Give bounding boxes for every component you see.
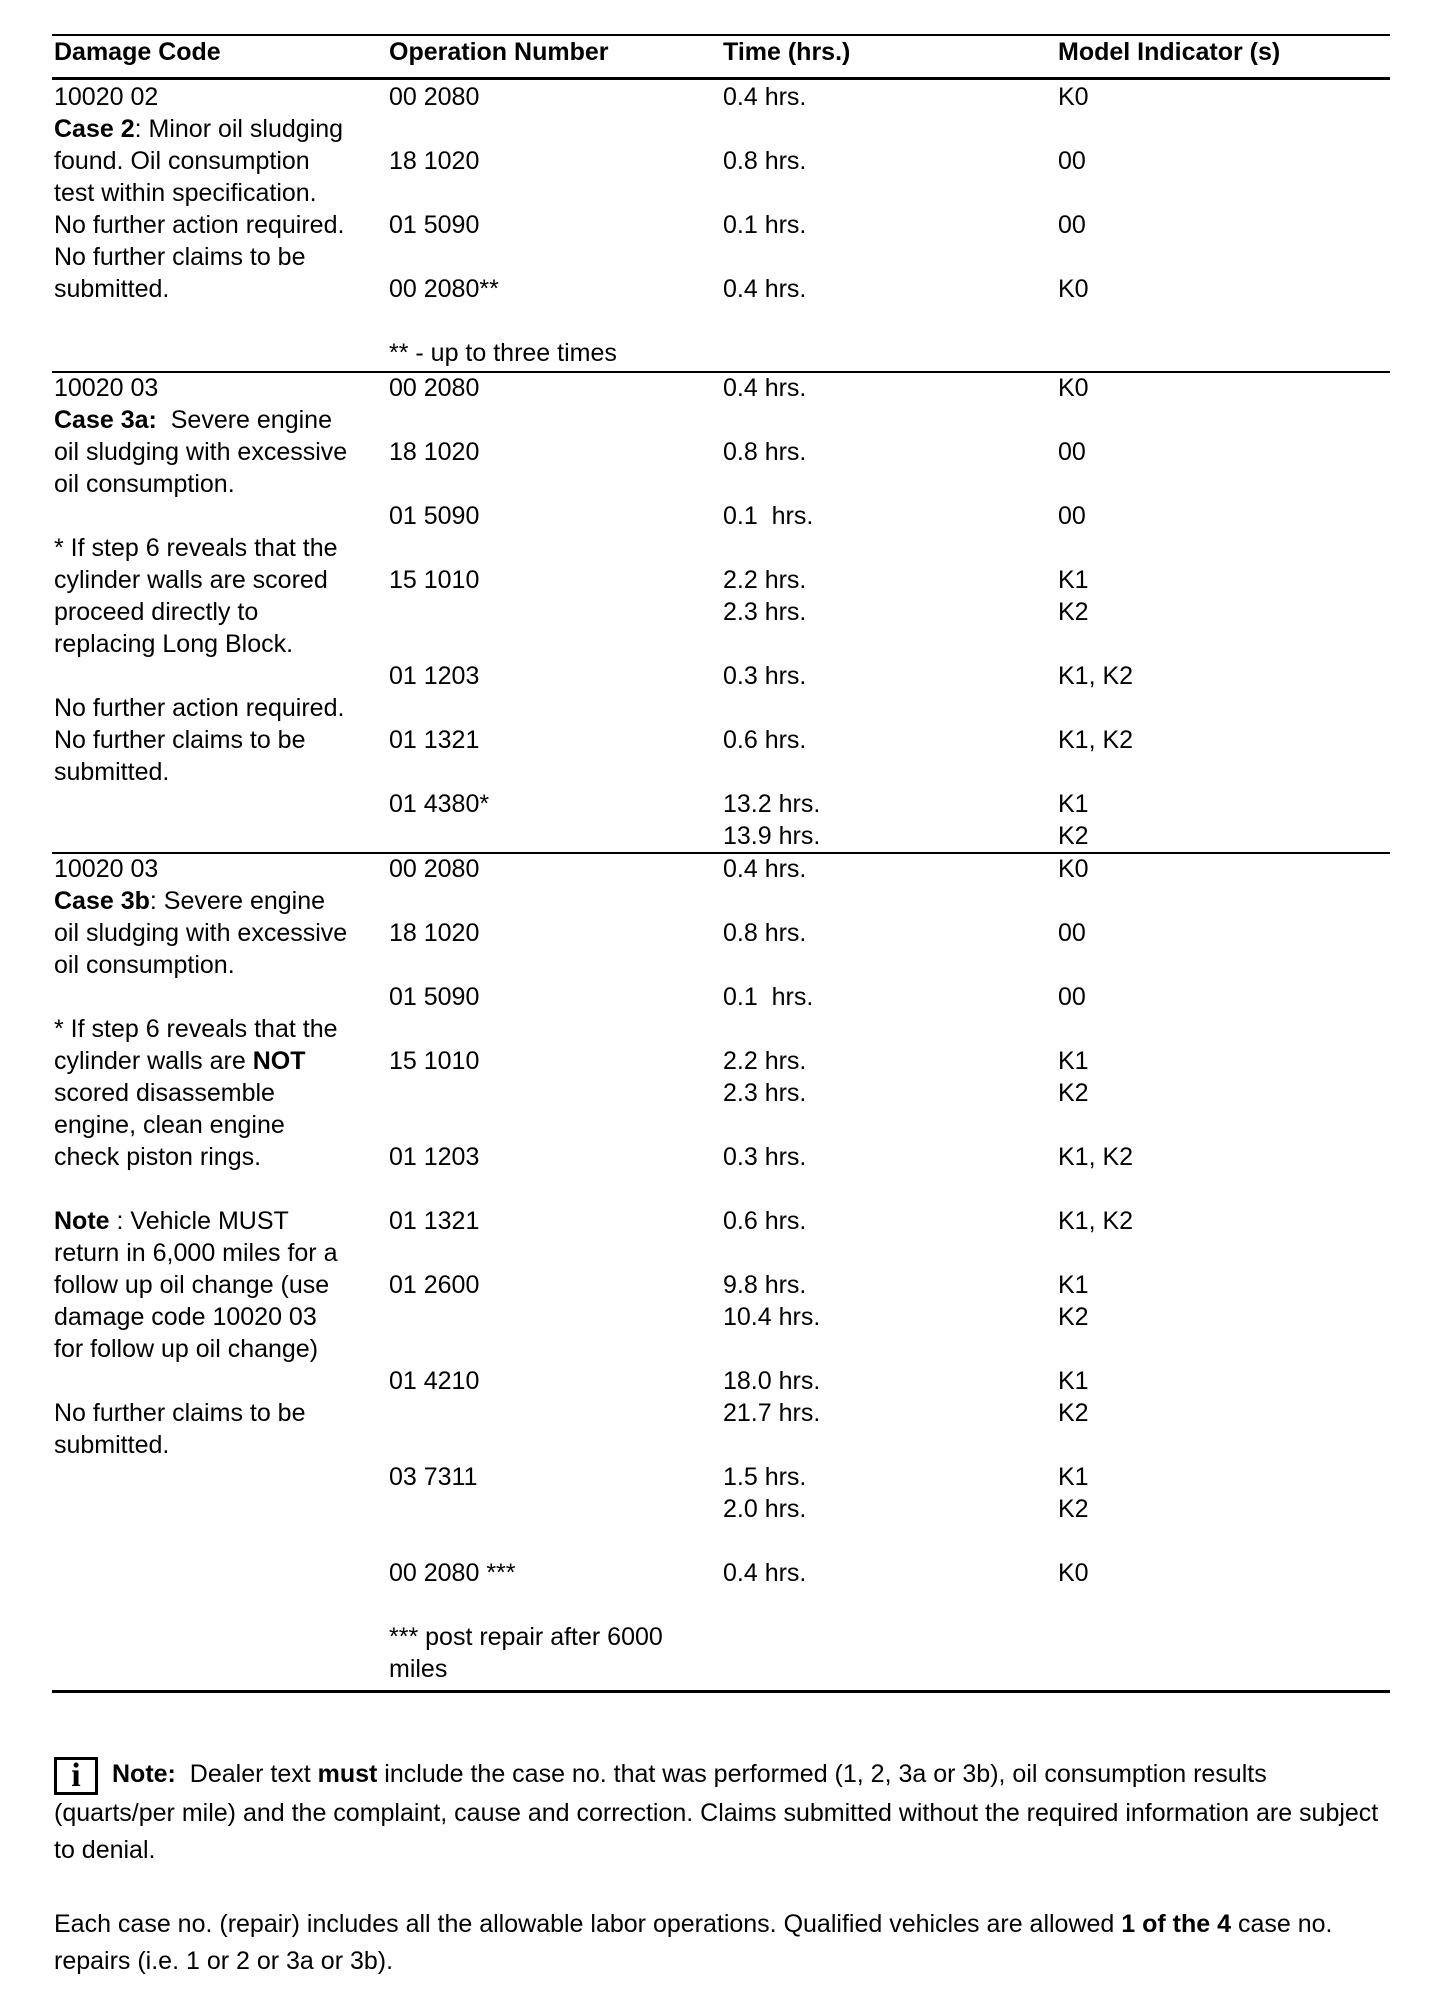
model-indicator: K0 (1058, 374, 1089, 402)
case-3b-desc-line: Note : Vehicle MUST (54, 1207, 289, 1235)
case-3b-footnote: miles (389, 1655, 448, 1683)
case-3b-desc-line: * If step 6 reveals that the (54, 1015, 338, 1043)
model-indicator: K0 (1058, 855, 1089, 883)
operation-number: 01 5090 (389, 502, 480, 530)
case-3a-desc-line: No further claims to be (54, 726, 306, 754)
labor-time: 1.5 hrs. (723, 1463, 807, 1491)
operation-number: 00 2080** (389, 275, 499, 303)
case-label: Case 2 (54, 115, 135, 143)
model-indicator: K1 (1058, 1047, 1089, 1075)
case-3a-desc-line: submitted. (54, 758, 170, 786)
case-2-footnote: ** - up to three times (389, 339, 617, 367)
header-operation-number: Operation Number (389, 38, 609, 66)
model-indicator: K2 (1058, 1495, 1089, 1523)
table-bottom-rule (52, 1690, 1390, 1693)
case-2-desc-line: No further action required. (54, 211, 345, 239)
model-indicator: K2 (1058, 1399, 1089, 1427)
case-3b-desc-line: scored disassemble (54, 1079, 275, 1107)
section-divider (52, 852, 1390, 854)
model-indicator: K2 (1058, 598, 1089, 626)
header-damage-code: Damage Code (54, 38, 221, 66)
case-3b-footnote: *** post repair after 6000 (389, 1623, 663, 1651)
labor-time: 0.1 hrs. (723, 211, 807, 239)
operation-number: 01 1203 (389, 662, 480, 690)
labor-time: 0.4 hrs. (723, 1559, 807, 1587)
case-2-damage-code: 10020 02 (54, 83, 159, 111)
case-3a-damage-code: 10020 03 (54, 374, 159, 402)
model-indicator: 00 (1058, 983, 1086, 1011)
labor-time: 0.4 hrs. (723, 855, 807, 883)
case-3b-desc-line: engine, clean engine (54, 1111, 285, 1139)
labor-time: 0.1 hrs. (723, 502, 814, 530)
labor-time: 2.2 hrs. (723, 1047, 807, 1075)
operation-number: 15 1010 (389, 566, 480, 594)
case-3b-desc-line: cylinder walls are NOT (54, 1047, 306, 1075)
case-label: Case 3a: (54, 406, 157, 434)
operation-number: 00 2080 (389, 374, 480, 402)
model-indicator: 00 (1058, 919, 1086, 947)
case-3a-desc-line: replacing Long Block. (54, 630, 294, 658)
case-3a-desc-line: oil sludging with excessive (54, 438, 348, 466)
labor-time: 0.4 hrs. (723, 275, 807, 303)
header-model-indicator: Model Indicator (s) (1058, 38, 1281, 66)
operation-number: 01 1321 (389, 726, 480, 754)
model-indicator: K1 (1058, 1367, 1089, 1395)
model-indicator: K1, K2 (1058, 726, 1134, 754)
case-2-desc-line: test within specification. (54, 179, 317, 207)
case-3a-desc-line: oil consumption. (54, 470, 235, 498)
dealer-note (54, 1756, 1394, 1869)
operation-number: 01 2600 (389, 1271, 480, 1299)
operation-number: 01 4380* (389, 790, 490, 818)
labor-time: 0.6 hrs. (723, 726, 807, 754)
case-2-desc-line: found. Oil consumption (54, 147, 310, 175)
labor-time: 0.4 hrs. (723, 83, 807, 111)
operation-number: 15 1010 (389, 1047, 480, 1075)
labor-time: 13.9 hrs. (723, 822, 821, 850)
info-icon: i (54, 1757, 98, 1795)
operation-number: 01 4210 (389, 1367, 480, 1395)
model-indicator: K2 (1058, 822, 1089, 850)
note-label: Note (54, 1207, 110, 1235)
labor-time: 10.4 hrs. (723, 1303, 821, 1331)
operation-number: 01 5090 (389, 983, 480, 1011)
labor-time: 13.2 hrs. (723, 790, 821, 818)
case-3b-desc-line: oil consumption. (54, 951, 235, 979)
header-time: Time (hrs.) (723, 38, 851, 66)
case-3a-desc-line: No further action required. (54, 694, 345, 722)
operation-number: 18 1020 (389, 147, 480, 175)
operation-number: 00 2080 (389, 83, 480, 111)
case-2-desc-line: submitted. (54, 275, 170, 303)
model-indicator: K1 (1058, 1463, 1089, 1491)
operation-number: 01 1321 (389, 1207, 480, 1235)
case-3a-desc-line: Case 3a: Severe engine (54, 406, 332, 434)
labor-time: 21.7 hrs. (723, 1399, 821, 1427)
labor-time: 9.8 hrs. (723, 1271, 807, 1299)
labor-time: 18.0 hrs. (723, 1367, 821, 1395)
case-2-desc-line: No further claims to be (54, 243, 306, 271)
header-bottom-rule (52, 77, 1390, 80)
model-indicator: K1 (1058, 566, 1089, 594)
model-indicator: 00 (1058, 438, 1086, 466)
labor-time: 0.4 hrs. (723, 374, 807, 402)
case-3a-desc-line: * If step 6 reveals that the (54, 534, 338, 562)
labor-time: 2.0 hrs. (723, 1495, 807, 1523)
case-3b-desc-line: submitted. (54, 1431, 170, 1459)
note-heading: Note: (112, 1760, 176, 1788)
model-indicator: K1, K2 (1058, 1207, 1134, 1235)
operation-number: 01 5090 (389, 211, 480, 239)
model-indicator: 00 (1058, 502, 1086, 530)
labor-time: 2.3 hrs. (723, 1079, 807, 1107)
operation-number: 00 2080 *** (389, 1559, 516, 1587)
case-3b-desc-line: follow up oil change (use (54, 1271, 330, 1299)
case-3b-desc-line: for follow up oil change) (54, 1335, 319, 1363)
case-2-desc-line: Case 2: Minor oil sludging (54, 115, 344, 143)
case-3b-desc-line: check piston rings. (54, 1143, 262, 1171)
case-3b-desc-line: damage code 10020 03 (54, 1303, 317, 1331)
dealer-note-paragraph: i Note: Dealer text must include the case no. that was performed (1, 2, 3a or 3b), oil consumption results (quarts/per mile) and the complaint, cause and correction. Claims submitted without the required information are subject to denial. (54, 1757, 1379, 1864)
operation-number: 00 2080 (389, 855, 480, 883)
case-limit-note (54, 1906, 1394, 1980)
case-3a-desc-line: cylinder walls are scored (54, 566, 328, 594)
case-3b-desc-line: return in 6,000 miles for a (54, 1239, 338, 1267)
model-indicator: K0 (1058, 1559, 1089, 1587)
model-indicator: 00 (1058, 147, 1086, 175)
labor-time: 0.8 hrs. (723, 438, 807, 466)
labor-time: 0.3 hrs. (723, 662, 807, 690)
model-indicator: K1, K2 (1058, 662, 1134, 690)
labor-time: 0.3 hrs. (723, 1143, 807, 1171)
model-indicator: K0 (1058, 275, 1089, 303)
labor-time: 2.3 hrs. (723, 598, 807, 626)
model-indicator: K1, K2 (1058, 1143, 1134, 1171)
model-indicator: 00 (1058, 211, 1086, 239)
not-emphasis: NOT (252, 1047, 306, 1075)
labor-time: 0.1 hrs. (723, 983, 814, 1011)
case-limit-paragraph: Each case no. (repair) includes all the allowable labor operations. Qualified vehicles are allowed 1 of the 4 case no. repairs (i.e. 1 or 2 or 3a or 3b). (54, 1910, 1333, 1975)
model-indicator: K0 (1058, 83, 1089, 111)
section-divider (52, 371, 1390, 373)
case-3b-damage-code: 10020 03 (54, 855, 159, 883)
model-indicator: K2 (1058, 1079, 1089, 1107)
operation-number: 03 7311 (389, 1463, 478, 1491)
operation-number: 01 1203 (389, 1143, 480, 1171)
case-3b-desc-line: Case 3b: Severe engine (54, 887, 326, 915)
model-indicator: K2 (1058, 1303, 1089, 1331)
operation-number: 18 1020 (389, 919, 480, 947)
case-3a-desc-line: proceed directly to (54, 598, 259, 626)
labor-time: 2.2 hrs. (723, 566, 807, 594)
case-label: Case 3b (54, 887, 150, 915)
labor-time: 0.6 hrs. (723, 1207, 807, 1235)
case-3b-desc-line: No further claims to be (54, 1399, 306, 1427)
labor-time: 0.8 hrs. (723, 147, 807, 175)
model-indicator: K1 (1058, 1271, 1089, 1299)
case-3b-desc-line: oil sludging with excessive (54, 919, 348, 947)
labor-time: 0.8 hrs. (723, 919, 807, 947)
model-indicator: K1 (1058, 790, 1089, 818)
operation-number: 18 1020 (389, 438, 480, 466)
